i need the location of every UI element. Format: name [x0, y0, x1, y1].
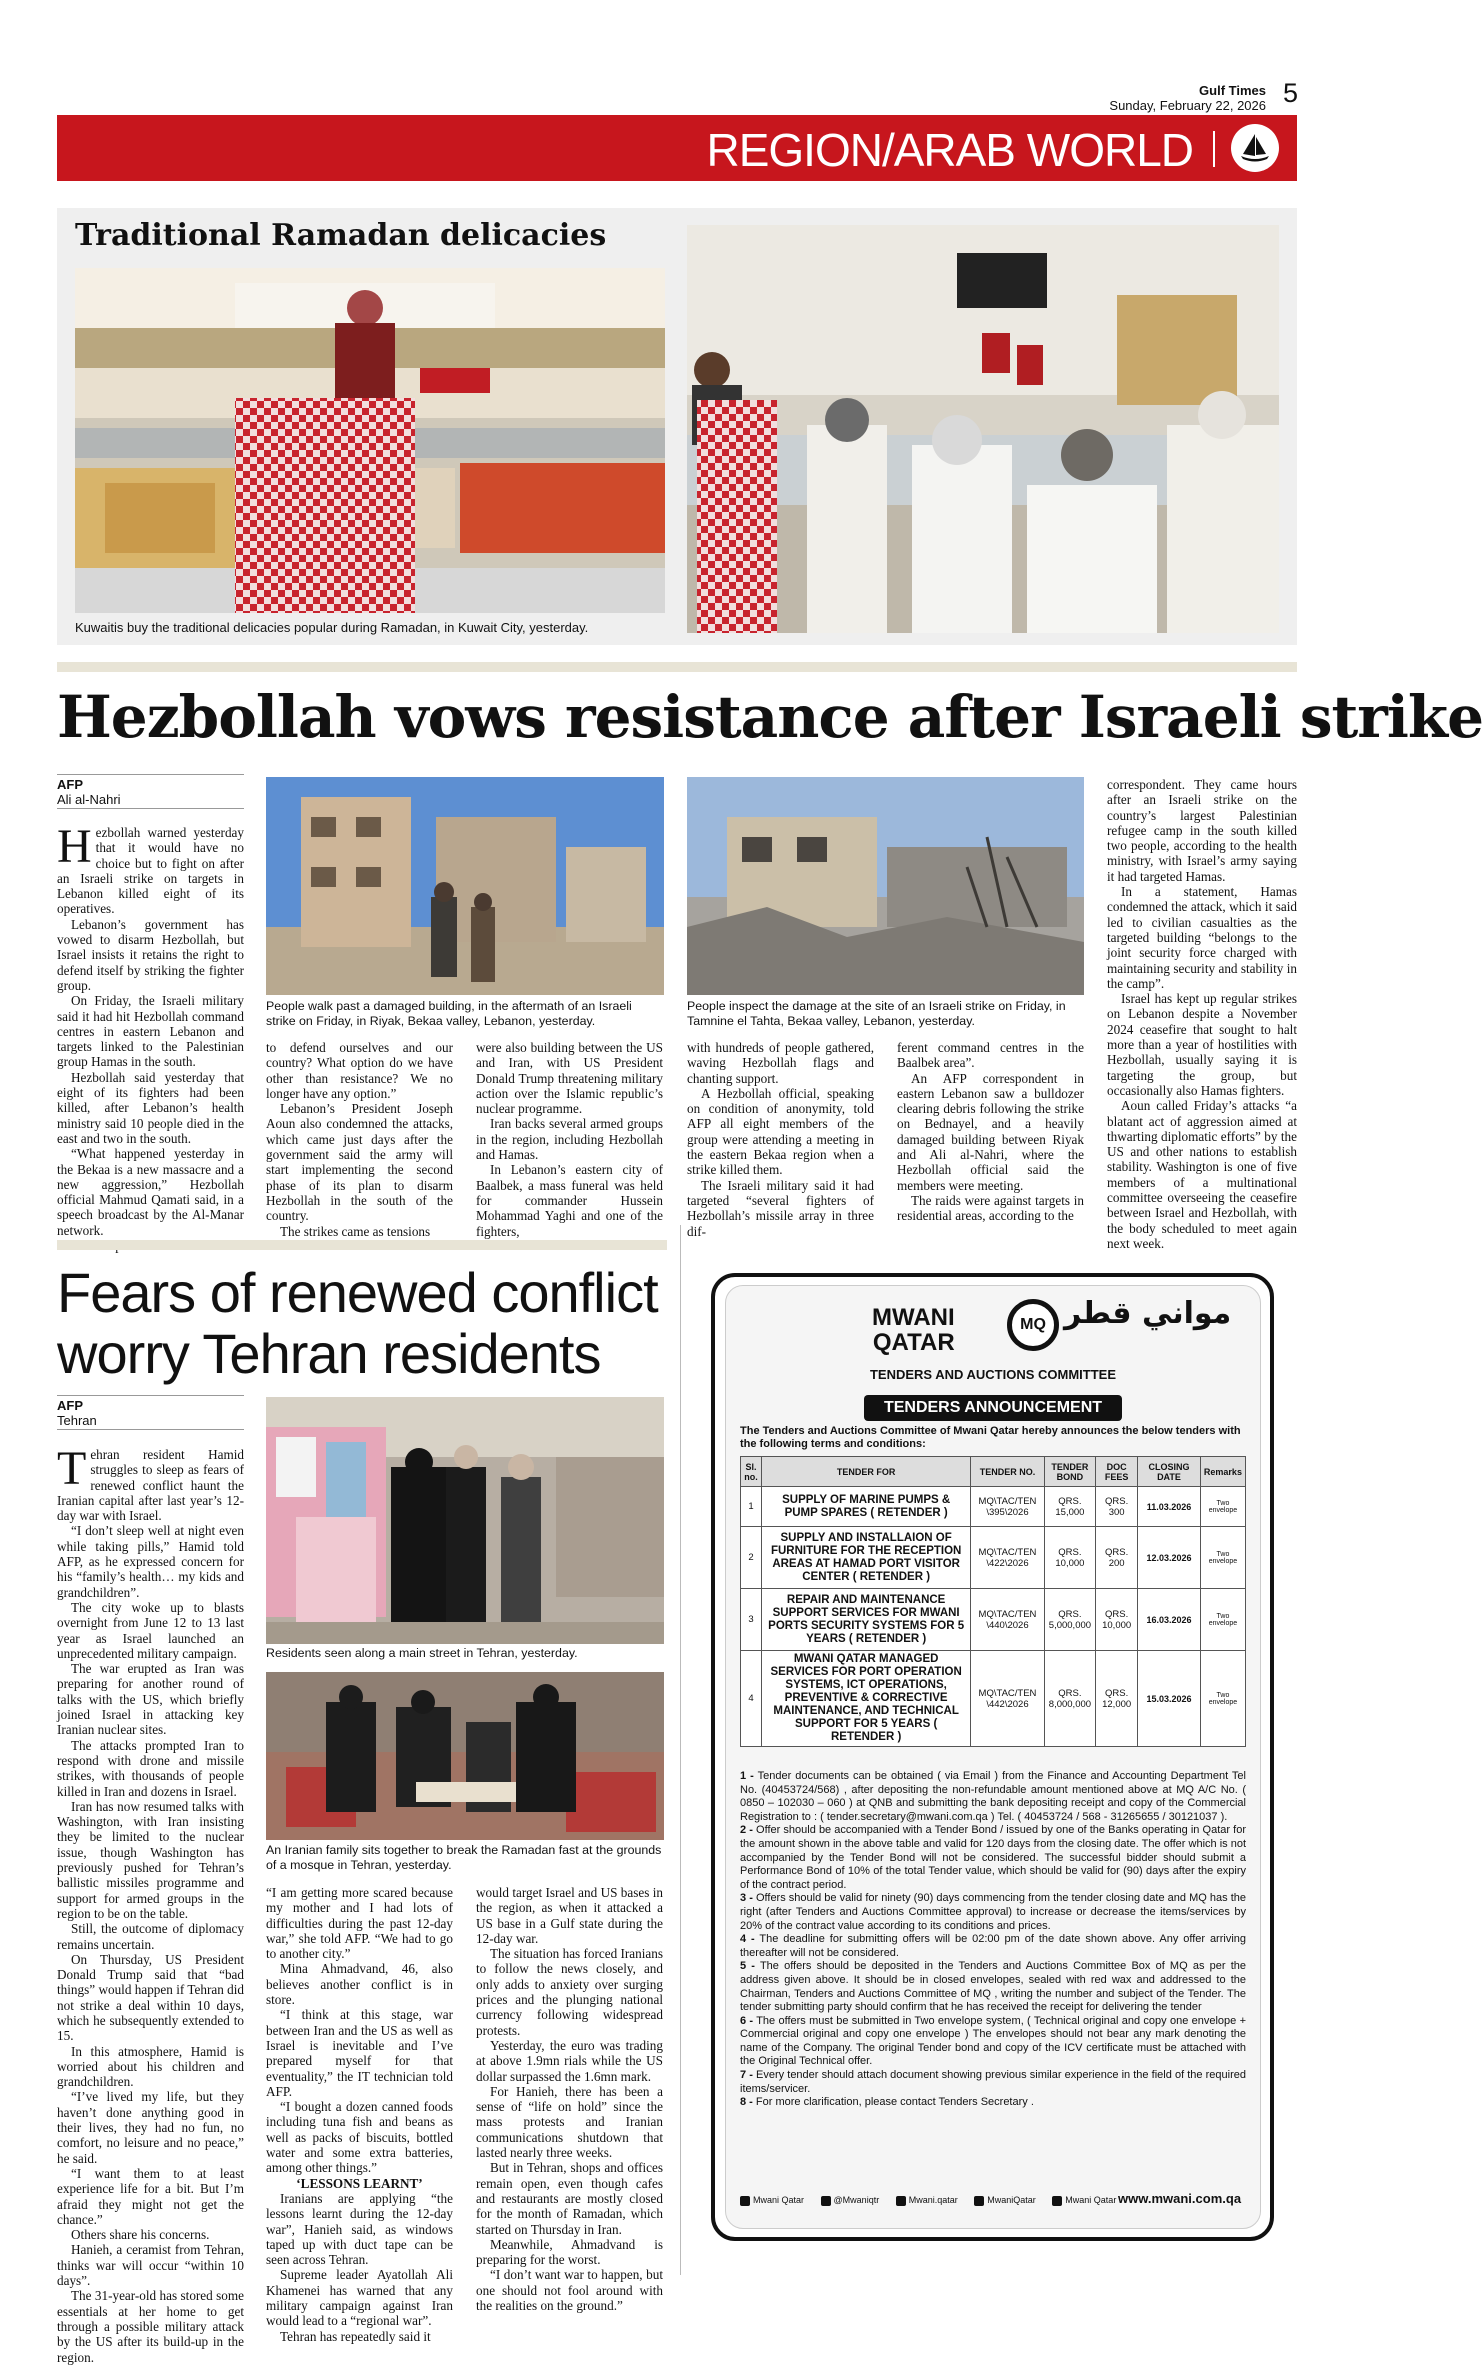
- tender-table: [740, 1456, 1246, 1747]
- paragraph: Yesterday, the euro was trading at above 1.9mn rials while the US dollar surpassed the 1.6mn mark.: [476, 2037, 663, 2084]
- tender-number: MQ\TAC/TEN \422\2026: [971, 1527, 1044, 1589]
- byline-rule: [57, 808, 244, 809]
- social-youtube[interactable]: MwaniQatar: [974, 2195, 1036, 2206]
- tender-number: MQ\TAC/TEN \395\2026: [971, 1487, 1044, 1527]
- paragraph: “I think at this stage, war between Iran and the US as well as Israel is inevitable and I’ve prepared myself for that eventuality,” the IT technician told AFP.: [266, 2007, 453, 2099]
- paragraph: ezbollah warned yesterday that it would have no choice but to fight on after an Israeli strike on targets in Lebanon killed eight of its operatives.: [57, 825, 244, 917]
- closing-date: 12.03.2026: [1138, 1527, 1201, 1589]
- article-column-3: [476, 1885, 663, 2314]
- mwani-logo-text: [872, 1305, 955, 1355]
- mwani-logo-arabic: مواني قطر: [1064, 1296, 1232, 1331]
- paragraph: ferent command centres in the Baalbek area”.: [897, 1040, 1084, 1071]
- photo-caption: People inspect the damage at the site of an Israeli strike on Friday, in Tamnine el Tahta, Bekaa valley, Lebanon, yesterday.: [687, 999, 1066, 1028]
- strike-site-photo: [687, 777, 1084, 995]
- tender-sl: 4: [741, 1651, 762, 1747]
- social-instagram[interactable]: Mwani.qatar: [896, 2195, 958, 2206]
- article-column-6: [1107, 777, 1297, 1251]
- byline-rule: [57, 774, 244, 775]
- tender-remarks: Two envelope: [1200, 1527, 1245, 1589]
- paragraph: “I bought a dozen canned foods including tuna fish and beans as well as packs of biscuits, bottled water and some extra batteries, among other things.”: [266, 2099, 453, 2176]
- section-rule: [57, 1240, 667, 1250]
- committee-name: TENDERS AND AUCTIONS COMMITTEE: [869, 1367, 1117, 1382]
- damaged-building-photo: [266, 777, 664, 995]
- byline-author: Ali al-Nahri: [57, 792, 121, 807]
- subhead: ‘LESSONS LEARNT’: [296, 2175, 423, 2191]
- article-column-3: [476, 1040, 663, 1245]
- column-header: Remarks: [1200, 1457, 1245, 1487]
- social-x[interactable]: @Mwaniqtr: [821, 2195, 880, 2206]
- paragraph: Others share his concerns.: [71, 2227, 210, 2243]
- shop-customers-photo: [687, 225, 1279, 633]
- tender-terms: [740, 1770, 1246, 2110]
- article-column-1: [57, 1442, 244, 2365]
- tender-name: REPAIR AND MAINTENANCE SUPPORT SERVICES FOR MWANI PORTS SECURITY SYSTEMS FOR 5 YEARS ( RETENDER ): [761, 1589, 970, 1651]
- column-header: TENDER NO.: [971, 1457, 1044, 1487]
- paragraph: The attacks prompted Iran to respond with drone and missile strikes, with thousands of people killed in Iran and dozens in Israel.: [57, 1737, 244, 1799]
- photo-caption: Residents seen along a main street in Tehran, yesterday.: [266, 1646, 578, 1660]
- paragraph: Supreme leader Ayatollah Ali Khamenei has warned that any military campaign against Iran would lead to a “regional war”.: [266, 2267, 453, 2329]
- article-column-2: [266, 1885, 453, 2344]
- paragraph: “I am getting more scared because my mother and I had lots of difficulties during the past 12-day war,” she told AFP. “We had to go to another city.”: [266, 1885, 453, 1962]
- article-column-1: [57, 820, 244, 1245]
- tender-bond: QRS. 15,000: [1044, 1487, 1096, 1527]
- paragraph: Lebanon’s government has vowed to disarm Hezbollah, but Israel insists it retains the right to defend itself by striking the fighter group.: [57, 916, 244, 993]
- paragraph: Still, the outcome of diplomacy remains uncertain.: [57, 1921, 244, 1952]
- table-row: [741, 1651, 1246, 1747]
- mq-logo-icon: MQ: [1007, 1299, 1059, 1351]
- website-link[interactable]: www.mwani.com.qa: [1118, 2191, 1242, 2206]
- banner-divider: [1213, 131, 1215, 167]
- paragraph: Aoun called Friday’s attacks “a blatant act of aggression aimed at thwarting diplomatic efforts” by the US and other nations to establish stability. Washington is one of five members of a multinational committee overseeing the ceasefire between Israel and Hezbollah, with the body scheduled to meet again next week.: [1107, 1098, 1297, 1251]
- byline-rule: [57, 1429, 244, 1430]
- newspaper-name: Gulf Times: [1199, 83, 1266, 98]
- section-rule: [57, 662, 1297, 672]
- tender-bond: QRS. 10,000: [1044, 1527, 1096, 1589]
- column-header: CLOSING DATE: [1138, 1457, 1201, 1487]
- paragraph: Hanieh, a ceramist from Tehran, thinks war will occur “within 10 days”.: [57, 2242, 244, 2289]
- tender-name: SUPPLY AND INSTALLAION OF FURNITURE FOR THE RECEPTION AREAS AT HAMAD PORT VISITOR CENTER ( RETENDER ): [761, 1527, 970, 1589]
- photo-caption: An Iranian family sits together to break the Ramadan fast at the grounds of a mosque in Tehran, yesterday.: [266, 1843, 662, 1872]
- section-banner: [57, 115, 1297, 181]
- tender-bond: QRS. 8,000,000: [1044, 1651, 1096, 1747]
- term-item: 7 - Every tender should attach document showing previous similar experience in the field of the required items/servicer.: [740, 2069, 1246, 2095]
- announcement-label: TENDERS ANNOUNCEMENT: [864, 1395, 1122, 1421]
- paragraph: Israel has kept up regular strikes on Lebanon despite a November 2024 ceasefire that sought to halt more than a year of hostilities with Hezbollah, usually saying it is targeting the group, but occasionally also Hamas fighters.: [1107, 991, 1297, 1098]
- sweets-shop-photo: [75, 268, 665, 613]
- paragraph: to defend ourselves and our country? What option do we have other than resistance? We no longer have any option.”: [266, 1040, 453, 1101]
- paragraph: For Hanieh, there has been a sense of “life on hold” since the mass protests and Iranian communications shutdown that lasted nearly three weeks.: [476, 2083, 663, 2161]
- paragraph: with hundreds of people gathered, waving Hezbollah flags and chanting support.: [687, 1040, 874, 1086]
- issue-date: Sunday, February 22, 2026: [1109, 98, 1266, 113]
- tender-name: SUPPLY OF MARINE PUMPS & PUMP SPARES ( RETENDER ): [761, 1487, 970, 1527]
- byline-author: Tehran: [57, 1413, 97, 1428]
- tender-sl: 1: [741, 1487, 762, 1527]
- logo-line: MWANI: [872, 1304, 955, 1331]
- paragraph: An AFP correspondent in eastern Lebanon saw a bulldozer clearing debris following the strike on Bednayel, and a heavily damaged building between Riyak and Ali al-Nahri, where the Hezbollah official said the members were meeting.: [897, 1070, 1084, 1193]
- paragraph: In Lebanon’s eastern city of Baalbek, a mass funeral was held for commander Hussein Mohammad Yaghi and one of the fighters,: [476, 1162, 663, 1239]
- paragraph: Meanwhile, Ahmadvand is preparing for the worst.: [476, 2236, 663, 2268]
- logo-line: QATAR: [872, 1329, 955, 1356]
- table-row: [741, 1527, 1246, 1589]
- linkedin-icon: [1052, 2196, 1062, 2206]
- column-header: TENDER BOND: [1044, 1457, 1096, 1487]
- term-item: 2 - Offer should be accompanied with a Tender Bond / issued by one of the Banks operating in Qatar for the amount shown in the above table and valid for 120 days from the closing date. The offer which is not accompanied by the Tender Bond will not be considered. The successful bidder should submit a Performance Bond of 10% of the total Tender value, which should be valid for (90) days after the expiry of the contract period.: [740, 1824, 1246, 1891]
- social-facebook[interactable]: Mwani Qatar: [740, 2195, 804, 2206]
- paragraph: would target Israel and US bases in the region, as when it attacked a US base in a Gulf state during the 12-day war.: [476, 1885, 663, 1946]
- headline-line: worry Tehran residents: [57, 1322, 601, 1385]
- paragraph: “What happened yesterday in the Bekaa is a new massacre and a new aggression,” Hezbollah official Mahmud Qamati said, in a speech broadcast by the Al-Manar network.: [57, 1146, 244, 1238]
- tender-fees: QRS. 200: [1096, 1527, 1138, 1589]
- paragraph: Mina Ahmadvand, 46, also believes another conflict is in store.: [266, 1961, 453, 2008]
- paragraph: “I don’t want war to happen, but one should not fool around with the realities on the ground.”: [476, 2267, 663, 2314]
- term-item: 1 - Tender documents can be obtained ( via Email ) from the Finance and Accounting Department Tel No. (40453724/568) , after depositing the non-refundable amount mentioned above at MQ A/C No. ( 0850 – 102030 – 060 ) at QNB and submitting the bank depositing receipt and copy of the Commercial Registration to : ( tender.secretary@mwani.com.qa ) Tel. ( 40453724 / 568 - 31265655 / 30121037 ).: [740, 1770, 1246, 1823]
- paragraph: The strikes came as tensions: [280, 1223, 431, 1239]
- paragraph: Hezbollah said yesterday that eight of its fighters had been killed, after Lebanon’s health ministry said 10 people died in the east and two in the south.: [57, 1069, 244, 1146]
- drop-cap: H: [57, 820, 92, 873]
- paragraph: Iran has now resumed talks with Washington, with Iran insisting they be limited to the nuclear issue, though Washington has previously pushed for Tehran’s ballistic missiles programme and support for armed groups in the region to be on the table.: [57, 1798, 244, 1921]
- tender-sl: 3: [741, 1589, 762, 1651]
- instagram-icon: [896, 2196, 906, 2206]
- tender-bond: QRS. 5,000,000: [1044, 1589, 1096, 1651]
- tehran-headline: [57, 1262, 658, 1384]
- dhow-logo-icon: [1231, 124, 1279, 172]
- term-item: 5 - The offers should be deposited in the Tenders and Auctions Committee Box of MQ as per the address given above. It should be in closed envelopes, sealed with red wax and addressed to the Chairman, Tenders and Auctions Committee of MQ , writing the number and subject of the Tender. The tender submitting party should confirm that he has received the receipt for delivering the tender: [740, 1960, 1246, 2014]
- iftar-family-photo: [266, 1672, 664, 1840]
- column-header: Sl. no.: [741, 1457, 762, 1487]
- tender-fees: QRS. 12,000: [1096, 1651, 1138, 1747]
- column-header: TENDER FOR: [761, 1457, 970, 1487]
- table-row: [741, 1589, 1246, 1651]
- paragraph: Iranians are applying “the lessons learnt during the 12-day war”, Hanieh said, as windows taped up with duct tape can be seen across Tehran.: [266, 2190, 453, 2268]
- section-title: REGION/ARAB WORLD: [706, 124, 1193, 176]
- paragraph: were also building between the US and Iran, with US President Donald Trump threatening military action over the Islamic republic’s nuclear programme.: [476, 1040, 663, 1117]
- paragraph: The 31-year-old has stored some essentials at her home to get through a possible military attack by the US after its build-up in the region.: [57, 2288, 244, 2365]
- article-column-2: [266, 1040, 453, 1245]
- paragraph: On Friday, the Israeli military said it had hit Hezbollah command centres in eastern Lebanon and targets linked to the Palestinian group Hamas in the south.: [57, 993, 244, 1070]
- paragraph: Iran backs several armed groups in the region, including Hezbollah and Hamas.: [476, 1116, 663, 1163]
- tender-number: MQ\TAC/TEN \440\2026: [971, 1589, 1044, 1651]
- byline: [57, 777, 121, 807]
- feature-caption: Kuwaitis buy the traditional delicacies popular during Ramadan, in Kuwait City, yesterday.: [75, 620, 589, 635]
- column-divider: [680, 1225, 681, 2275]
- headline-line: Fears of renewed conflict: [57, 1261, 658, 1324]
- paragraph: The situation has forced Iranians to follow the news closely, and only adds to anxiety over surging prices and the plunging national currency following widespread protests.: [476, 1946, 663, 2038]
- paragraph: The raids were against targets in residential areas, according to the: [897, 1192, 1084, 1224]
- facebook-icon: [740, 2196, 750, 2206]
- closing-date: 11.03.2026: [1138, 1487, 1201, 1527]
- paragraph: On Thursday, US President Donald Trump said that “bad things” would happen if Tehran did not strike a deal within 10 days, which he subsequently extended to 15.: [57, 1951, 244, 2044]
- page-number: 5: [1283, 78, 1299, 108]
- column-header: DOC FEES: [1096, 1457, 1138, 1487]
- tender-name: MWANI QATAR MANAGED SERVICES FOR PORT OPERATION SYSTEMS, ICT OPERATIONS, PREVENTIVE & CORRECTIVE MAINTENANCE, AND TECHNICAL SUPPORT FOR 5 YEARS ( RETENDER ): [761, 1651, 970, 1747]
- article-column-4: [687, 1040, 874, 1245]
- byline: [57, 1398, 97, 1428]
- feature-title: Traditional Ramadan delicacies: [75, 218, 607, 253]
- closing-date: 15.03.2026: [1138, 1651, 1201, 1747]
- paragraph: A Hezbollah official, speaking on condition of anonymity, told AFP all eight members of the group were attending a meeting in the eastern Bekaa region when a strike killed them.: [687, 1085, 874, 1178]
- term-item: 4 - The deadline for submitting offers will be 02:00 pm of the date shown above. Any offer arriving thereafter will not be considered.: [740, 1933, 1247, 1959]
- hezbollah-headline: Hezbollah vows resistance after Israeli strike: [57, 683, 1483, 751]
- paragraph: In a statement, Hamas condemned the attack, which it said led to civilian casualties as the targeted building “belongs to the joint security force charged with maintaining security and stability in the camp”.: [1107, 884, 1297, 991]
- byline-rule: [57, 1395, 244, 1396]
- term-item: 3 - Offers should be valid for ninety (90) days commencing from the tender closing date and MQ has the right (after Tenders and Auctions Committee approval) to increase or decrease the items/services by 20% of the contract value according to its conditions and prices.: [740, 1892, 1246, 1932]
- paragraph: “I want them to at least experience life for a bit. But I’m afraid they might not get the chance.”: [57, 2165, 244, 2227]
- paragraph: But in Tehran, shops and offices remain open, even though cafes and restaurants are mostly closed for the month of Ramadan, which started on Thursday in Iran.: [476, 2160, 663, 2237]
- x-icon: [821, 2196, 831, 2206]
- tender-sl: 2: [741, 1527, 762, 1589]
- paragraph: Lebanon’s President Joseph Aoun also condemned the attacks, which came just days after the government said the army will start implementing the second phase of its plan to disarm Hezbollah in the south of the country.: [266, 1101, 453, 1224]
- tender-remarks: Two envelope: [1200, 1487, 1245, 1527]
- tehran-street-photo: [266, 1397, 664, 1644]
- paragraph: In this atmosphere, Hamid is worried about his children and grandchildren.: [57, 2043, 244, 2090]
- paragraph: “I don’t sleep well at night even while taking pills,” Hamid told AFP, as he expressed concern for his “family’s health… my kids and grandchildren”.: [57, 1523, 244, 1600]
- tender-remarks: Two envelope: [1200, 1651, 1245, 1747]
- tender-remarks: Two envelope: [1200, 1589, 1245, 1651]
- paragraph: The Israeli military said it had targeted “several fighters of Hezbollah’s missile array in three dif-: [687, 1177, 874, 1239]
- article-column-5: [897, 1040, 1084, 1245]
- paragraph: ehran resident Hamid struggles to sleep as fears of renewed conflict haunt the Iranian capital after last year’s 12-day war with Israel.: [57, 1447, 244, 1524]
- paragraph: correspondent. They came hours after an Israeli strike on the country’s largest Palestinian refugee camp in the south killed two people, according to the health ministry, with Israel’s army saying it had targeted Hamas.: [1107, 777, 1297, 884]
- paragraph: “I’ve lived my life, but they haven’t done anything good in their lives, they had no fun, no comfort, no leisure and no peace,” he said.: [57, 2089, 244, 2166]
- paragraph: Tehran has repeatedly said it: [280, 2328, 431, 2344]
- byline-agency: AFP: [57, 1398, 83, 1413]
- tender-fees: QRS. 300: [1096, 1487, 1138, 1527]
- youtube-icon: [974, 2196, 984, 2206]
- photo-caption: People walk past a damaged building, in the aftermath of an Israeli strike on Friday, in Riyak, Bekaa valley, Lebanon, yesterday.: [266, 999, 632, 1028]
- tender-fees: QRS. 10,000: [1096, 1589, 1138, 1651]
- paragraph: The city woke up to blasts overnight from June 12 to 13 last year as Israel launched an unprecedented military campaign.: [57, 1599, 244, 1661]
- social-linkedin[interactable]: Mwani Qatar: [1052, 2195, 1116, 2206]
- table-header-row: [741, 1457, 1246, 1487]
- term-item: 6 - The offers must be submitted in Two envelope system, ( Technical original and copy one envelope + Commercial original and copy one envelope ) The envelopes should not bear any mark denoting the name of the Company. The original Tender bond and copy of the ICV certificate must be attached with the Original Technical offer.: [740, 2014, 1246, 2068]
- table-row: [741, 1487, 1246, 1527]
- drop-cap: T: [57, 1442, 87, 1495]
- byline-agency: AFP: [57, 777, 83, 792]
- closing-date: 16.03.2026: [1138, 1589, 1201, 1651]
- ad-intro: The Tenders and Auctions Committee of Mwani Qatar hereby announces the below tenders with the following terms and conditions:: [740, 1425, 1241, 1450]
- tender-number: MQ\TAC/TEN \442\2026: [971, 1651, 1044, 1747]
- paragraph: The war erupted as Iran was preparing for another round of talks with the US, which briefly joined Israel in attacking key Iranian nuclear sites.: [57, 1661, 244, 1738]
- term-item: 8 - For more clarification, please contact Tenders Secretary .: [740, 2096, 1034, 2109]
